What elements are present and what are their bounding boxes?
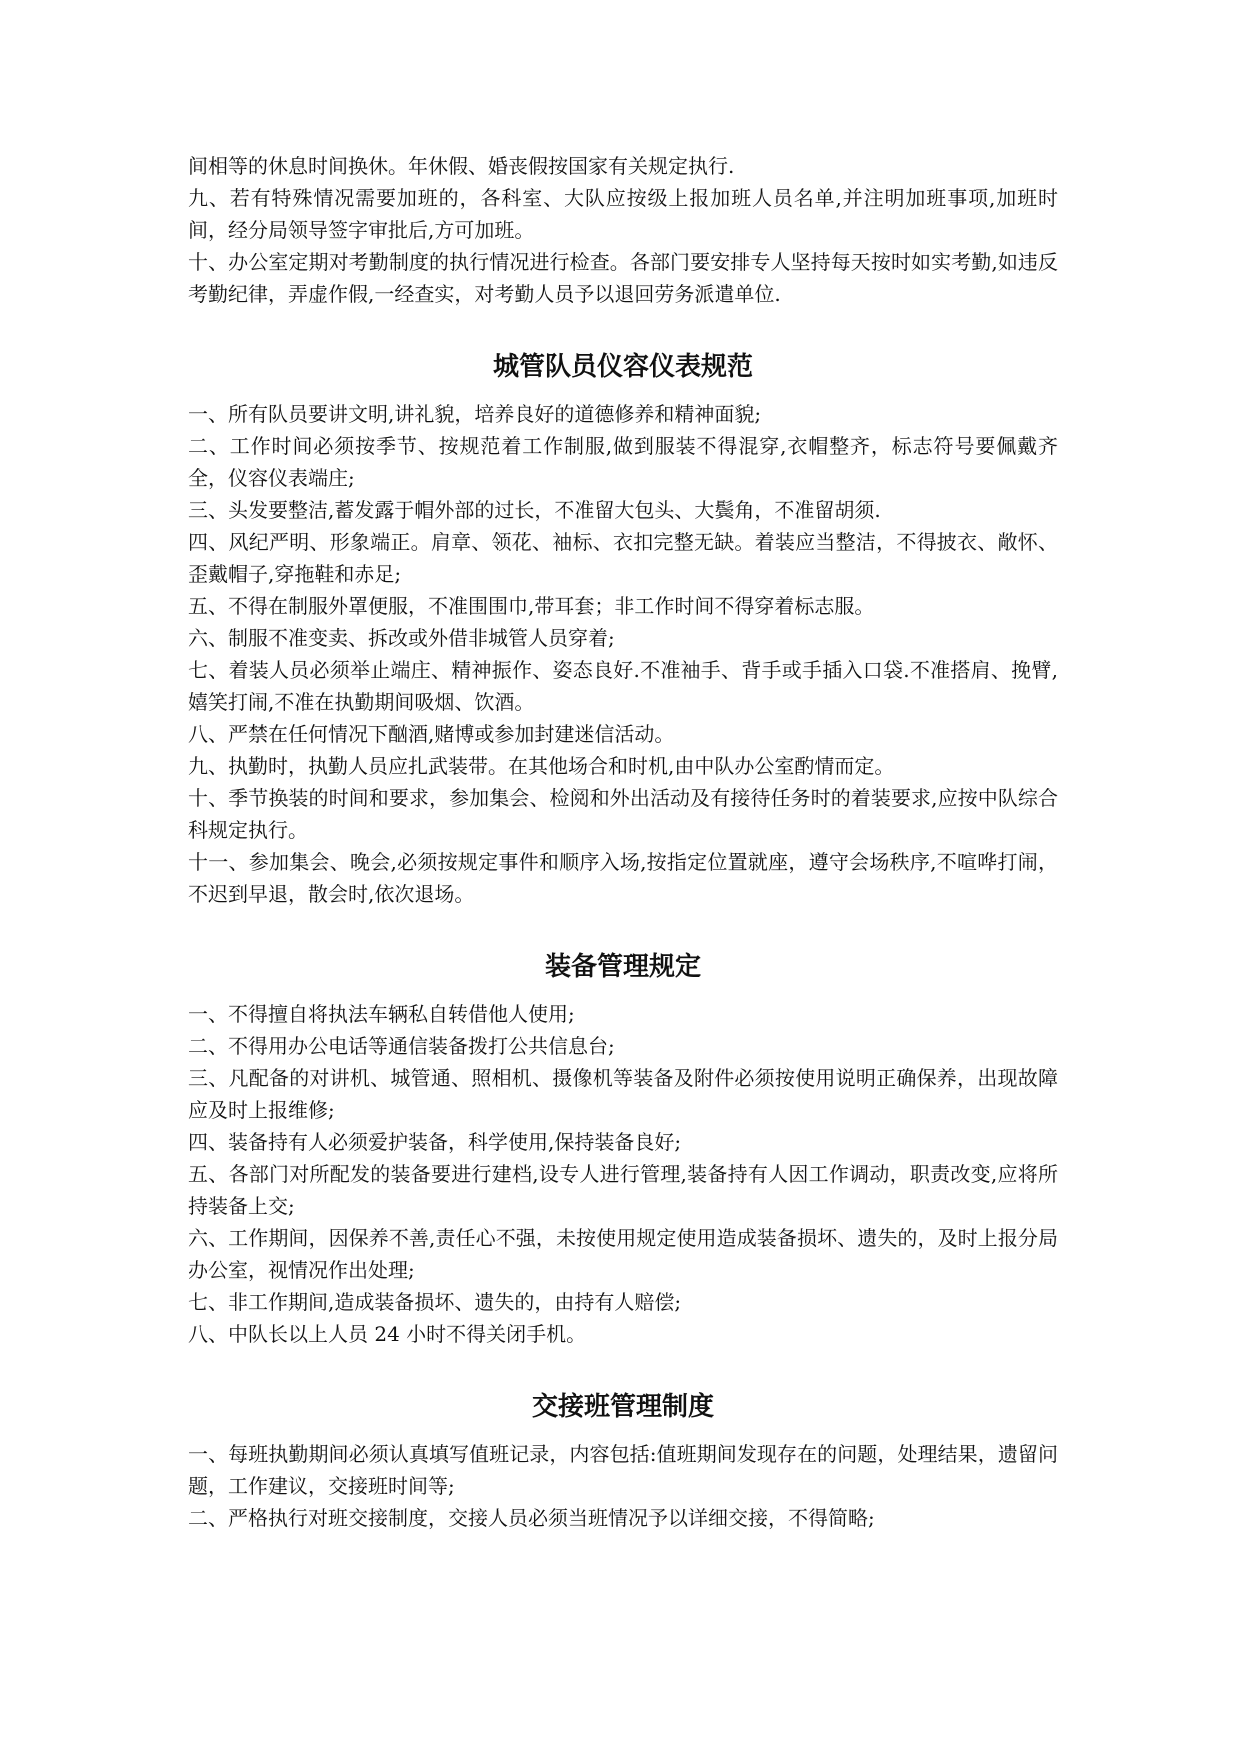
paragraph: 三、头发要整洁,蓄发露于帽外部的过长，不准留大包头、大鬓角，不准留胡须. bbox=[188, 498, 881, 522]
intro-section bbox=[188, 150, 1058, 310]
section-appearance-rules bbox=[188, 350, 1058, 910]
paragraph: 二、不得用办公电话等通信装备拨打公共信息台; bbox=[188, 1034, 615, 1058]
paragraph: 九、执勤时，执勤人员应扎武装带。在其他场合和时机,由中队办公室酌情而定。 bbox=[188, 754, 895, 778]
paragraph: 一、不得擅自将执法车辆私自转借他人使用; bbox=[188, 1002, 575, 1026]
section-equipment-rules bbox=[188, 950, 1058, 1350]
paragraph: 七、非工作期间,造成装备损坏、遗失的，由持有人赔偿; bbox=[188, 1290, 682, 1314]
section-title: 交接班管理制度 bbox=[531, 1392, 714, 1422]
paragraph: 间相等的休息时间换休。年休假、婚丧假按国家有关规定执行. bbox=[188, 154, 735, 178]
paragraph: 十、季节换装的时间和要求，参加集会、检阅和外出活动及有接待任务时的着装要求,应按中队综合科规定执行。 bbox=[188, 786, 1058, 842]
paragraph: 六、工作期间，因保养不善,责任心不强，未按使用规定使用造成装备损坏、遗失的，及时上报分局办公室，视情况作出处理; bbox=[188, 1226, 1058, 1282]
paragraph: 二、严格执行对班交接制度，交接人员必须当班情况予以详细交接，不得简略; bbox=[188, 1506, 875, 1530]
section-title: 城管队员仪容仪表规范 bbox=[492, 352, 753, 382]
paragraph: 八、严禁在任何情况下酗酒,赌博或参加封建迷信活动。 bbox=[188, 722, 675, 746]
paragraph: 九、若有特殊情况需要加班的，各科室、大队应按级上报加班人员名单,并注明加班事项,加班时间，经分局领导签字审批后,方可加班。 bbox=[188, 186, 1058, 242]
paragraph: 十一、参加集会、晚会,必须按规定事件和顺序入场,按指定位置就座，遵守会场秩序,不喧哗打闹，不迟到早退，散会时,依次退场。 bbox=[188, 850, 1058, 906]
paragraph: 四、装备持有人必须爱护装备，科学使用,保持装备良好; bbox=[188, 1130, 682, 1154]
document-page bbox=[188, 150, 1058, 1534]
paragraph: 八、中队长以上人员 24 小时不得关闭手机。 bbox=[188, 1322, 587, 1346]
paragraph: 二、工作时间必须按季节、按规范着工作制服,做到服装不得混穿,衣帽整齐，标志符号要佩戴齐全，仪容仪表端庄; bbox=[188, 434, 1058, 490]
section-shift-handover-rules bbox=[188, 1390, 1058, 1534]
paragraph: 七、着装人员必须举止端庄、精神振作、姿态良好.不准袖手、背手或手插入口袋.不准搭肩、挽臂,嬉笑打闹,不准在执勤期间吸烟、饮酒。 bbox=[188, 658, 1058, 714]
section-title: 装备管理规定 bbox=[544, 952, 701, 982]
paragraph: 五、不得在制服外罩便服，不准围围巾,带耳套；非工作时间不得穿着标志服。 bbox=[188, 594, 875, 618]
paragraph: 十、办公室定期对考勤制度的执行情况进行检查。各部门要安排专人坚持每天按时如实考勤,如违反考勤纪律，弄虚作假,一经查实，对考勤人员予以退回劳务派遣单位. bbox=[188, 250, 1058, 306]
paragraph: 一、每班执勤期间必须认真填写值班记录，内容包括:值班期间发现存在的问题，处理结果，遗留问题，工作建议，交接班时间等; bbox=[188, 1442, 1058, 1498]
paragraph: 一、所有队员要讲文明,讲礼貌，培养良好的道德修养和精神面貌; bbox=[188, 402, 762, 426]
paragraph: 六、制服不准变卖、拆改或外借非城管人员穿着; bbox=[188, 626, 615, 650]
paragraph: 五、各部门对所配发的装备要进行建档,设专人进行管理,装备持有人因工作调动，职责改变,应将所持装备上交; bbox=[188, 1162, 1058, 1218]
paragraph: 四、风纪严明、形象端正。肩章、领花、袖标、衣扣完整无缺。着装应当整洁，不得披衣、敞怀、歪戴帽子,穿拖鞋和赤足; bbox=[188, 530, 1058, 586]
paragraph: 三、凡配备的对讲机、城管通、照相机、摄像机等装备及附件必须按使用说明正确保养，出现故障应及时上报维修; bbox=[188, 1066, 1058, 1122]
